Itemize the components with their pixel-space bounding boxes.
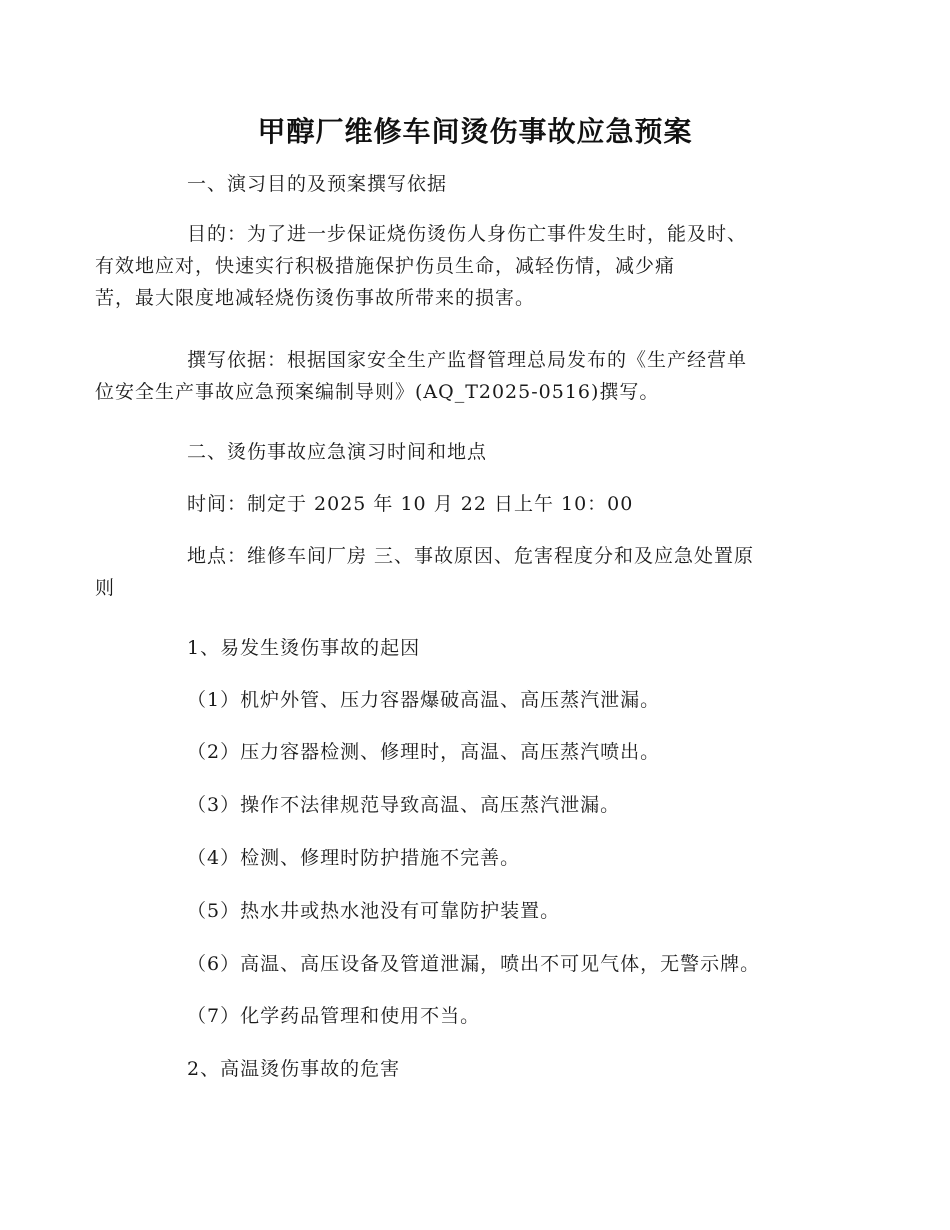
cause-item: （7）化学药品管理和使用不当。 [187,1005,481,1027]
purpose-line-2: 有效地应对，快速实行积极措施保护伤员生命，减轻伤情，减少痛 [95,255,676,277]
location-line-1: 地点：维修车间厂房 三、事故原因、危害程度分和及应急处置原 [187,545,755,567]
location-line-2: 则 [95,577,116,599]
time-paragraph: 时间：制定于 2025 年 10 月 22 日上午 10：00 [187,493,634,515]
hazard-heading: 2、高温烫伤事故的危害 [187,1058,401,1080]
section-heading-purpose: 一、演习目的及预案撰写依据 [187,173,448,195]
cause-item: （3）操作不法律规范导致高温、高压蒸汽泄漏。 [187,794,621,816]
purpose-line-3: 苦，最大限度地减轻烧伤烫伤事故所带来的损害。 [95,287,536,309]
cause-item: （6）高温、高压设备及管道泄漏，喷出不可见气体，无警示牌。 [187,953,761,975]
cause-item: （2）压力容器检测、修理时，高温、高压蒸汽喷出。 [187,741,661,763]
basis-line-2: 位安全生产事故应急预案编制导则》(AQ_T2025-0516)撰写。 [95,381,660,403]
purpose-line-1: 目的：为了进一步保证烧伤烫伤人身伤亡事件发生时，能及时、 [187,223,748,245]
basis-paragraph [95,344,811,408]
document-title: 甲醇厂维修车间烫伤事故应急预案 [257,115,693,148]
purpose-paragraph [95,218,811,314]
cause-heading: 1、易发生烫伤事故的起因 [187,637,421,659]
cause-item: （1）机炉外管、压力容器爆破高温、高压蒸汽泄漏。 [187,689,661,711]
section-heading-time-location: 二、烫伤事故应急演习时间和地点 [187,441,488,463]
location-paragraph [95,540,811,604]
cause-item: （4）检测、修理时防护措施不完善。 [187,847,521,869]
cause-item: （5）热水井或热水池没有可靠防护装置。 [187,900,561,922]
basis-line-1: 撰写依据：根据国家安全生产监督管理总局发布的《生产经营单 [187,349,748,371]
